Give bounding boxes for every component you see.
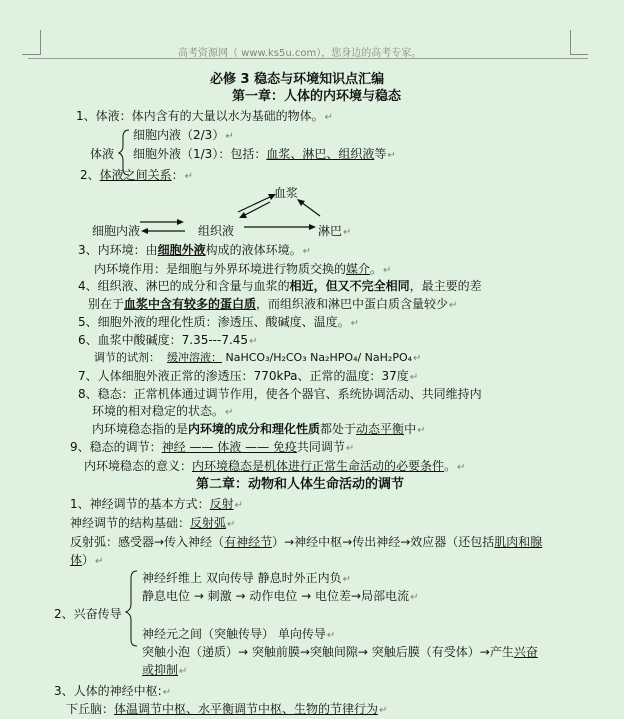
line-9: 9、稳态的调节：神经 —— 体液 —— 免疫共同调节↵ xyxy=(70,440,355,454)
hypothalamus-line: 下丘脑：体温调节中枢、水平衡调节中枢、生物的节律行为↵ xyxy=(66,702,388,716)
line-6: 6、血浆中酸碱度：7.35---7.45↵ xyxy=(78,333,258,347)
diagram-tissue-fluid: 组织液 xyxy=(198,224,235,238)
ch2-line-1: 1、神经调节的基本方式：反射↵ xyxy=(70,497,244,511)
ch2-line-3b: 体）↵ xyxy=(70,553,104,567)
line-6b: 调节的试剂： 缓冲溶液： NaHCO₃/H₂CO₃ Na₂HPO₄/ NaH₂PO₄↵ xyxy=(94,351,422,364)
excitation-potential: 静息电位 → 刺激 → 动作电位 → 电位差→局部电流↵ xyxy=(142,589,419,603)
line-3b: 内环境作用：是细胞与外界环境进行物质交换的媒介。↵ xyxy=(94,262,392,276)
line-1: 1、体液：体内含有的大量以水为基础的物体。↵ xyxy=(76,109,334,123)
line-4b: 别在于血浆中含有较多的蛋白质，而组织液和淋巴中蛋白质含量较少↵ xyxy=(88,297,458,311)
ch2-line-3: 反射弧：感受器→传入神经（有神经节）→神经中枢→传出神经→效应器（还包括肌肉和腺 xyxy=(70,535,543,549)
line-5: 5、细胞外液的理化性质：渗透压、酸碱度、温度。↵ xyxy=(78,315,360,329)
page-header: 高考资源网（ www.ks5u.com），您身边的高考专家。 xyxy=(178,48,422,59)
excitation-label: 2、兴奋传导 xyxy=(54,607,122,621)
diagram-intracellular: 细胞内液 xyxy=(92,224,141,238)
document-title: 必修 3 稳态与环境知识点汇编 xyxy=(210,72,385,87)
chapter-2-heading: 第二章：动物和人体生命活动的调节 xyxy=(196,477,405,492)
line-4a: 4、组织液、淋巴的成分和含量与血浆的相近，但又不完全相同，最主要的差 xyxy=(78,279,482,293)
excitation-synapse-chain: 突触小泡（递质）→ 突触前膜→突触间隙→ 突触后膜（有受体）→产生兴奋 xyxy=(142,645,538,659)
excitation-synapse-chain-b: 或抑制↵ xyxy=(142,663,188,677)
chapter-1-heading: 第一章：人体的内环境与稳态 xyxy=(232,89,402,104)
line-8: 8、稳态：正常机体通过调节作用，使各个器官、系统协调活动、共同维持内 xyxy=(78,387,482,401)
line-8b: 环境的相对稳定的状态。↵ xyxy=(92,404,234,418)
excitation-fiber: 神经纤维上 双向传导 静息时外正内负↵ xyxy=(142,571,352,585)
line-9b: 内环境稳态的意义：内环境稳态是机体进行正常生命活动的必要条件。↵ xyxy=(84,459,466,473)
cell-external-fluid: 细胞外液（1/3）：包括：血浆、淋巴、组织液等↵ xyxy=(133,147,396,161)
line-8c: 内环境稳态指的是内环境的成分和理化性质都处于动态平衡中↵ xyxy=(92,422,426,436)
cell-internal-fluid: 细胞内液（2/3）↵ xyxy=(133,128,234,142)
diagram-lymph: 淋巴↵ xyxy=(318,224,352,238)
ch2-line-2: 神经调节的结构基础：反射弧↵ xyxy=(70,516,236,530)
body-fluid-label: 体液 xyxy=(90,147,115,161)
line-3: 3、内环境：由细胞外液构成的液体环境。↵ xyxy=(78,243,312,257)
excitation-synapse: 神经元之间（突触传导） 单向传导↵ xyxy=(142,627,336,641)
nerve-center-heading: 3、人体的神经中枢:↵ xyxy=(54,684,172,698)
line-2: 2、体液之间关系：↵ xyxy=(80,168,194,182)
diagram-plasma: 血浆 xyxy=(274,186,299,200)
line-7: 7、人体细胞外液正常的渗透压：770kPa、正常的温度：37度↵ xyxy=(78,369,419,383)
